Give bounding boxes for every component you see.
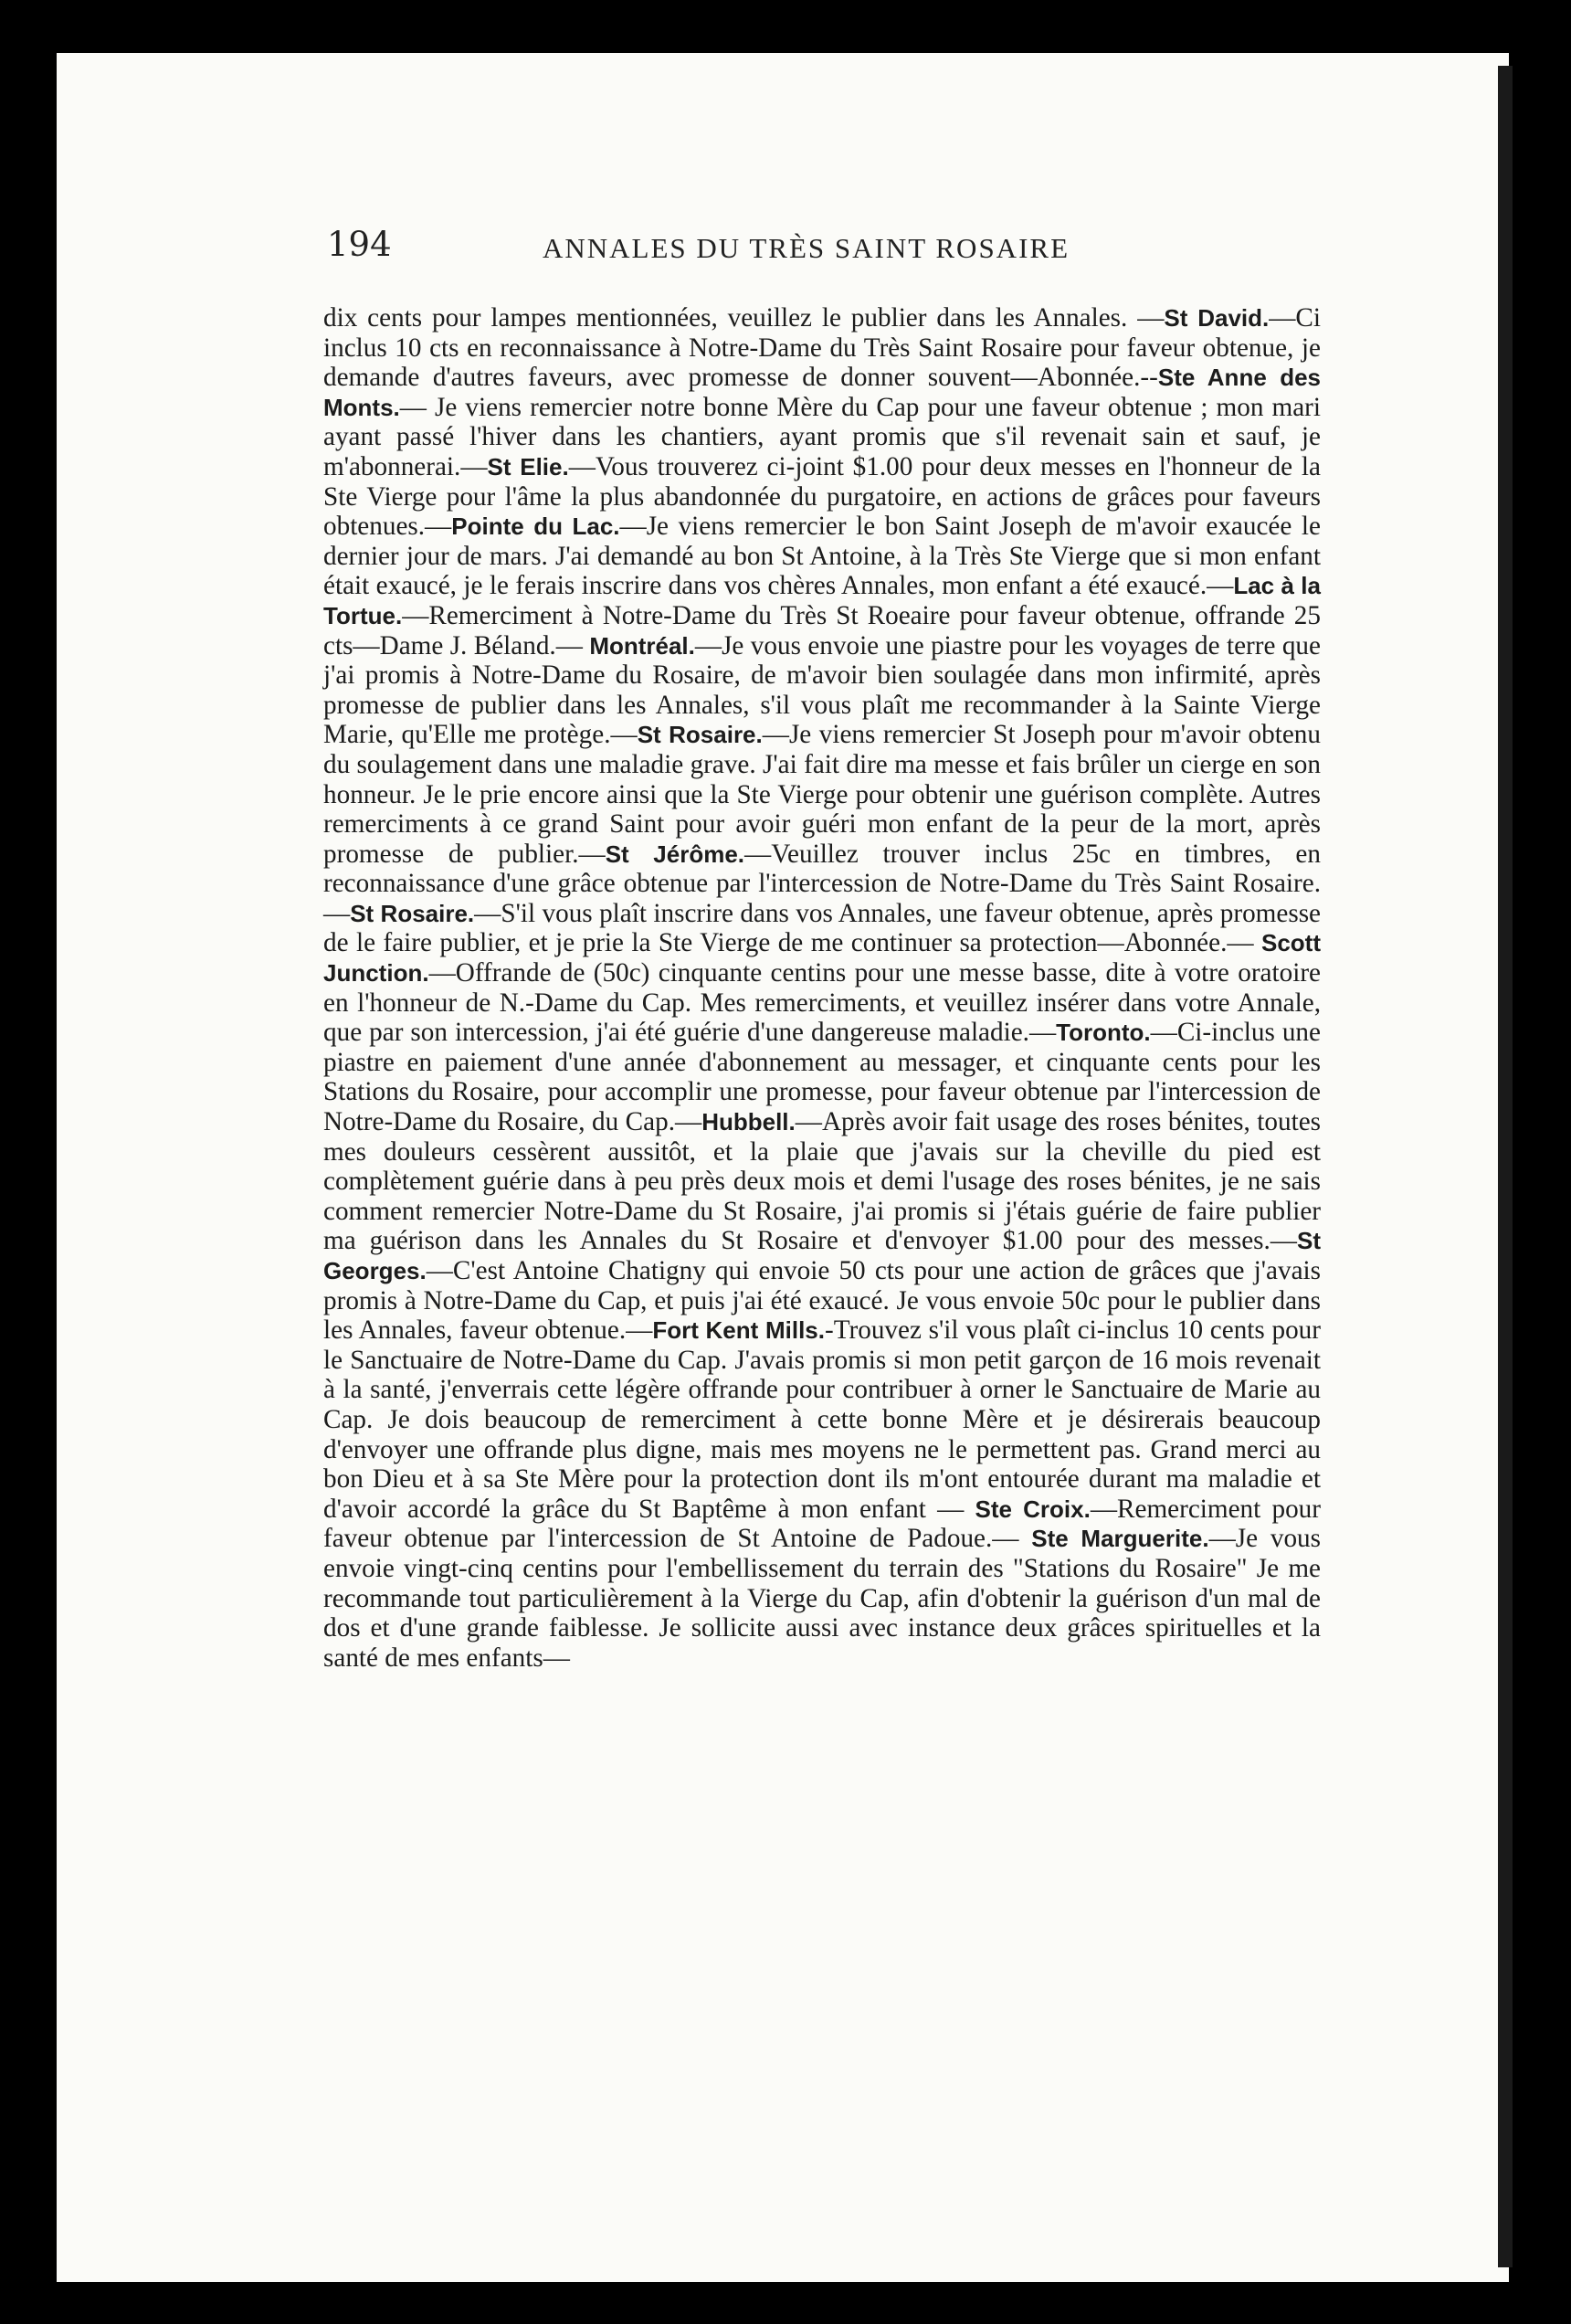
text-run: —Vous trouverez ci-joint $1.00 pour deux messes en l'honneur de la Ste Vierge pour l'âme la plus abandonnée du purgatoire, en actions de grâces pour faveurs obtenues.— (323, 451, 1321, 542)
text-run: —Je viens remercier le bon Saint Joseph de m'avoir exaucée le dernier jour de mars. J'ai demandé au bon St Antoine, à la Très Ste Vierge que si mon enfant était exaucé, je le ferais inscrire dans vos chères Annales, mon enfant a été exaucé.— (323, 512, 1321, 601)
text-run: —Ci-inclus une piastre en paiement d'une année d'abonnement au messager, et cinquante cents pour les Stations du Rosaire, pour accomplir une promesse, pour faveur obtenue par l'intercession de Notre-Dame du Rosaire, du Cap.— (323, 1018, 1321, 1137)
place-name: Hubbell. (701, 1108, 796, 1136)
place-name: Ste Marguerite. (1031, 1525, 1209, 1553)
text-run: — Je viens remercier notre bonne Mère du Cap pour une faveur obtenue ; mon mari ayant passé l'hiver dans les chantiers, ayant promis que s'il revenait sain et sauf, je m'abonnerai.— (323, 392, 1321, 481)
place-name: St Elie. (487, 452, 569, 481)
text-run: —Veuillez trouver inclus 25c en timbres, en reconnaissance d'une grâce obtenue par l'intercession de Notre-Dame du Très Saint Rosaire.— (323, 839, 1321, 928)
place-name: Ste Croix. (975, 1495, 1091, 1523)
place-name: St Georges. (323, 1227, 1321, 1284)
text-run: —Ci inclus 10 cts en reconnaissance à Notre-Dame du Très Saint Rosaire pour faveur obtenue, je demande d'autres faveurs, avec promesse de donner souvent—Abonnée.-- (323, 303, 1321, 393)
page-number: 194 (327, 225, 392, 264)
text-run: -Trouvez s'il vous plaît ci-inclus 10 cents pour le Sanctuaire de Notre-Dame du Cap. J'avais promis si mon petit garçon de 16 mois revenait à la santé, j'enverrais cette légère offrande pour contribuer à orner le Sanctuaire de Marie au Cap. Je dois beaucoup de remerciment à cette bonne Mère et je désirerais beaucoup d'envoyer une offrande plus digne, mais mes moyens ne le permettent pas. Grand merci au bon Dieu et à sa Ste Mère pour la protection dont ils m'ont entourée durant ma maladie et d'avoir accordé la grâce du St Baptême à mon enfant — (323, 1315, 1321, 1524)
text-run: —Remerciment à Notre-Dame du Très St Roeaire pour faveur obtenue, offrande 25 cts—Dame J. Béland.— (323, 600, 1321, 660)
place-name: Pointe du Lac. (451, 512, 620, 541)
text-run: dix cents pour lampes mentionnées, veuillez le publier dans les Annales. — (323, 303, 1165, 333)
body-text (323, 303, 1321, 1673)
place-name: Scott Junction. (323, 929, 1321, 988)
text-run: —Remerciment pour faveur obtenue par l'intercession de St Antoine de Padoue.— (323, 1494, 1321, 1554)
place-name: St Jérôme. (605, 840, 745, 868)
text-run: —S'il vous plaît inscrire dans vos Annales, une faveur obtenue, après promesse de le faire publier, et je prie la Ste Vierge de me continuer sa protection—Abonnée.— (323, 898, 1322, 958)
running-head: ANNALES DU TRÈS SAINT ROSAIRE (543, 232, 1070, 264)
text-run: —Je viens remercier St Joseph pour m'avoir obtenu du soulagement dans une maladie grave. J'ai fait dire ma messe et fais brûler un cierge en son honneur. Je le prie encore ainsi que la Ste Vierge pour obtenir une guérison complète. Autres remerciments à ce grand Saint pour avoir guéri mon enfant de la peur de la mort, après promesse de publier.— (323, 720, 1321, 869)
place-name: St David. (1164, 304, 1270, 332)
text-run: —Je vous envoie une piastre pour les voyages de terre que j'ai promis à Notre-Dame du Rosaire, de m'avoir bien soulagée dans mon infirmité, après promesse de publier dans les Annales, s'il vous plaît me recommander à la Sainte Vierge Marie, qu'Elle me protège.— (323, 630, 1321, 750)
place-name: St Rosaire. (637, 721, 763, 749)
page-edge-shadow (1498, 66, 1513, 2267)
text-run: —C'est Antoine Chatigny qui envoie 50 cts pour une action de grâces que j'avais promis à Notre-Dame du Cap, et puis j'ai été exaucé. Je vous envoie 50c pour le publier dans les Annales, faveur obtenue.— (323, 1256, 1321, 1346)
text-run: —Offrande de (50c) cinquante centins pour une messe basse, dite à votre oratoire en l'honneur de N.-Dame du Cap. Mes remerciments, et veuillez insérer dans votre Annale, que par son intercession, j'ai été guérie d'une dangereuse maladie.— (323, 958, 1321, 1048)
text-run: —Je vous envoie vingt-cinq centins pour l'embellissement du terrain des "Stations du Rosaire" Je me recommande tout particulièrement à la Vierge du Cap, afin d'obtenir la guérison d'un mal de dos et d'une grande faiblesse. Je sollicite aussi avec instance deux grâces spirituelles et la santé de mes enfants— (323, 1524, 1321, 1673)
text-run: —Après avoir fait usage des roses bénites, toutes mes douleurs cessèrent aussitôt, et la plaie que j'avais sur la cheville du pied est complètement guérie dans à peu près deux mois et demi l'usage des roses bénites, je ne sais comment remercier Notre-Dame du St Rosaire, j'ai promis si j'étais guérie de faire publier ma guérison dans les Annales du St Rosaire et d'envoyer $1.00 pour des messes.— (323, 1107, 1322, 1256)
place-name: Ste Anne des Monts. (323, 364, 1321, 421)
place-name: St Rosaire. (350, 899, 475, 927)
place-name: Montréal. (589, 631, 695, 660)
place-name: Toronto. (1056, 1019, 1151, 1047)
place-name: Fort Kent Mills. (652, 1316, 825, 1345)
place-name: Lac à la Tortue. (323, 572, 1321, 629)
